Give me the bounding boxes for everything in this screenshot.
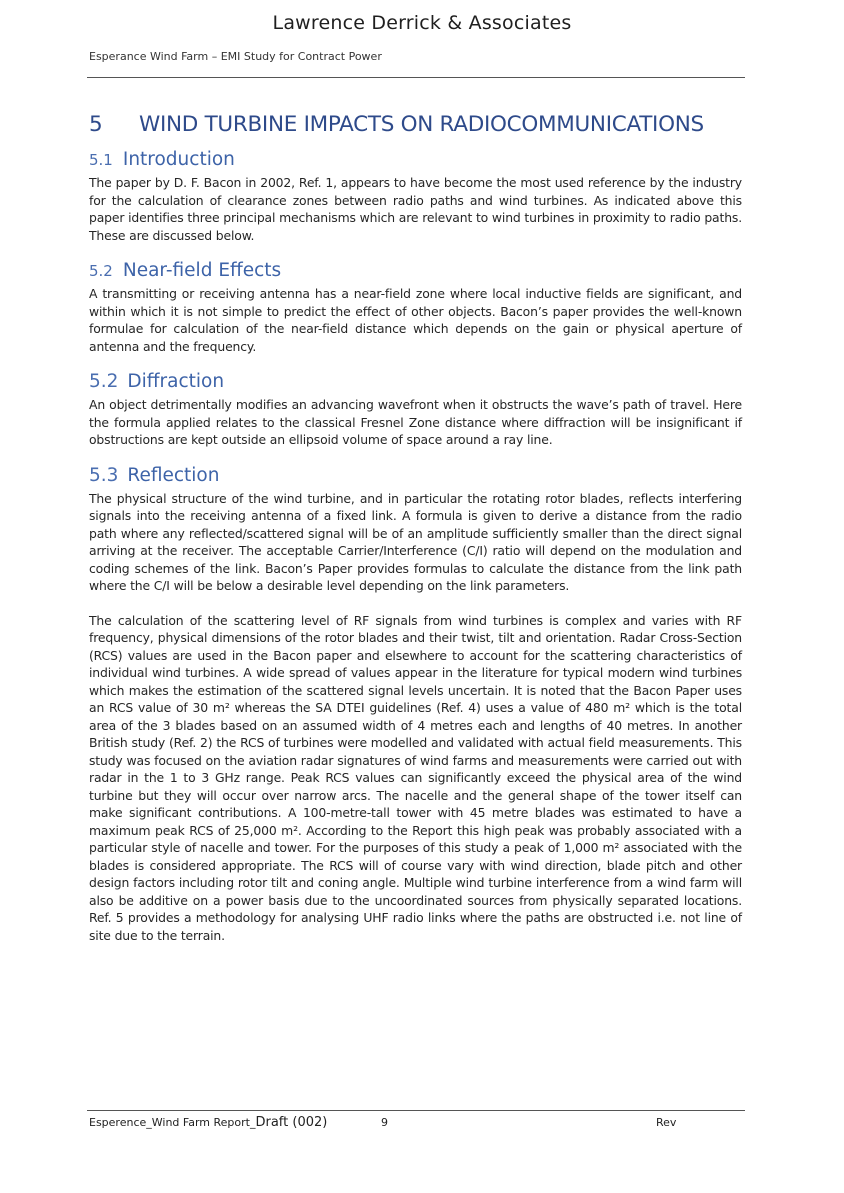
- section-heading-diffraction: [89, 371, 742, 392]
- section-title: Near-field Effects: [122, 260, 282, 281]
- paragraph-introduction: The paper by D. F. Bacon in 2002, Ref. 1, appears to have become the most used reference by the industry for the calculation of clearance zones between radio paths and wind turbines. As indicated above this paper identifies three principal mechanisms which are relevant to wind turbines in proximity to radio paths. These are discussed below.: [89, 175, 742, 243]
- section-heading-reflection: [89, 465, 742, 486]
- section-number: 5.2: [89, 371, 119, 392]
- chapter-heading: [89, 112, 742, 137]
- paragraph-reflection-2: The calculation of the scattering level of RF signals from wind turbines is complex and varies with RF frequency, physical dimensions of the rotor blades and their twist, tilt and orientation. Radar Cross-Section (RCS) values are used in the Bacon paper and elsewhere to account for the scattering characteristics of individual wind turbines. A wide spread of values appear in the literature for typical modern wind turbines which makes the estimation of the scattered signal levels uncertain. It is noted that the Bacon Paper uses an RCS value of 30 m² whereas the SA DTEI guidelines (Ref. 4) uses a value of 480 m² which is the total area of the 3 blades based on an assumed width of 4 metres each and lengths of 40 metres. In another British study (Ref. 2) the RCS of turbines were modelled and validated with actual field measurements. This study was focused on the aviation radar signatures of wind farms and measurements were carried out with radar in the 1 to 3 GHz range. Peak RCS values can significantly exceed the physical area of the wind turbine but they will occur over narrow arcs. The nacelle and the general shape of the tower itself can make significant contributions. A 100-metre-tall tower with 45 metre blades was estimated to have a maximum peak RCS of 25,000 m². According to the Report this high peak was probably associated with a particular style of nacelle and tower. For the purposes of this study a peak of 1,000 m² associated with the blades is considered appropriate. The RCS will of course vary with wind direction, blade pitch and other design factors including rotor tilt and coning angle. Multiple wind turbine interference from a wind farm will also be additive on a power basis due to the uncoordinated sources from physically separated locations. Ref. 5 provides a methodology for analysing UHF radio links where the paths are obstructed i.e. not line of site due to the terrain.: [89, 612, 742, 943]
- page-content: [89, 112, 742, 944]
- section-heading-introduction: [89, 149, 742, 170]
- section-title: Diffraction: [127, 371, 225, 392]
- chapter-title: WIND TURBINE IMPACTS ON RADIOCOMMUNICATIONS: [139, 112, 704, 137]
- paragraph-near-field: A transmitting or receiving antenna has a near-field zone where local inductive fields are significant, and within which it is not simple to predict the effect of other objects. Bacon’s paper provides the well-known formulae for calculation of the near-field distance which depends on the gain or physical aperture of antenna and the frequency.: [89, 286, 742, 354]
- section-title: Introduction: [122, 149, 235, 170]
- paragraph-reflection-1: The physical structure of the wind turbine, and in particular the rotating rotor blades, reflects interfering signals into the receiving antenna of a fixed link. A formula is given to derive a distance from the radio path where any reflected/scattered signal will be of an amplitude sufficiently smaller than the direct signal arriving at the receiver. The acceptable Carrier/Interference (C/I) ratio will depend on the modulation and coding schemes of the link. Bacon’s Paper provides formulas to calculate the distance from the link path where the C/I will be below a desirable level depending on the link parameters.: [89, 490, 742, 593]
- footer-draft-label: Draft (002): [255, 1115, 328, 1130]
- section-number: 5.2: [89, 262, 113, 280]
- section-heading-near-field: [89, 260, 742, 281]
- footer-rev-label: Rev: [656, 1116, 677, 1129]
- section-number: 5.1: [89, 151, 113, 169]
- footer-page-number: 9: [381, 1116, 388, 1129]
- section-number: 5.3: [89, 464, 119, 486]
- footer-report-label: Esperence_Wind Farm Report_: [89, 1116, 256, 1129]
- footer-rule: [87, 1110, 745, 1111]
- company-name: Lawrence Derrick & Associates: [272, 12, 572, 34]
- footer-report-name: [89, 1115, 327, 1130]
- document-subtitle: Esperance Wind Farm – EMI Study for Contract Power: [89, 50, 382, 63]
- paragraph-diffraction: An object detrimentally modifies an advancing wavefront when it obstructs the wave’s path of travel. Here the formula applied relates to the classical Fresnel Zone distance where diffraction will be insignificant if obstructions are kept outside an ellipsoid volume of space around a ray line.: [89, 397, 742, 447]
- header-rule: [87, 77, 745, 78]
- chapter-number: 5: [89, 112, 103, 137]
- section-title: Reflection: [127, 464, 220, 486]
